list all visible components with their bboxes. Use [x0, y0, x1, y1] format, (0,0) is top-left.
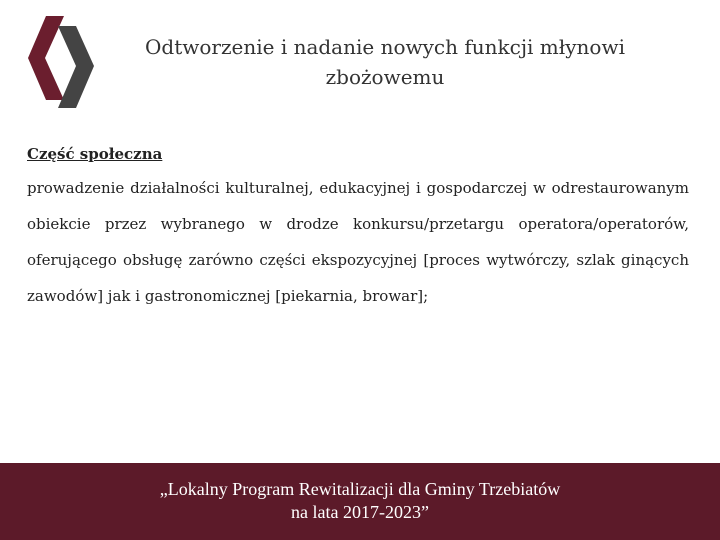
- section-heading: Część społeczna: [27, 145, 163, 163]
- logo-gray-chevron: [58, 26, 94, 108]
- footer-line-1: „Lokalny Program Rewitalizacji dla Gminy Trzebiatów: [159, 479, 561, 499]
- footer-line-2: na lata 2017-2023”: [291, 502, 429, 522]
- logo-red-chevron: [28, 16, 64, 100]
- slide-title: [130, 32, 640, 92]
- slide-title-line-2: zbożowemu: [325, 65, 445, 89]
- footer-text: [0, 478, 720, 524]
- logo-icon: [28, 14, 94, 110]
- slide-title-line-1: Odtworzenie i nadanie nowych funkcji młynowi: [145, 35, 625, 59]
- body-paragraph: prowadzenie działalności kulturalnej, edukacyjnej i gospodarczej w odrestaurowanym obiekcie przez wybranego w drodze konkursu/przetargu operatora/operatorów, oferującego obsługę zarówno części ekspozycyjnej [proces wytwórczy, szlak ginących zawodów] jak i gastronomicznej [piekarnia, browar];: [27, 179, 689, 305]
